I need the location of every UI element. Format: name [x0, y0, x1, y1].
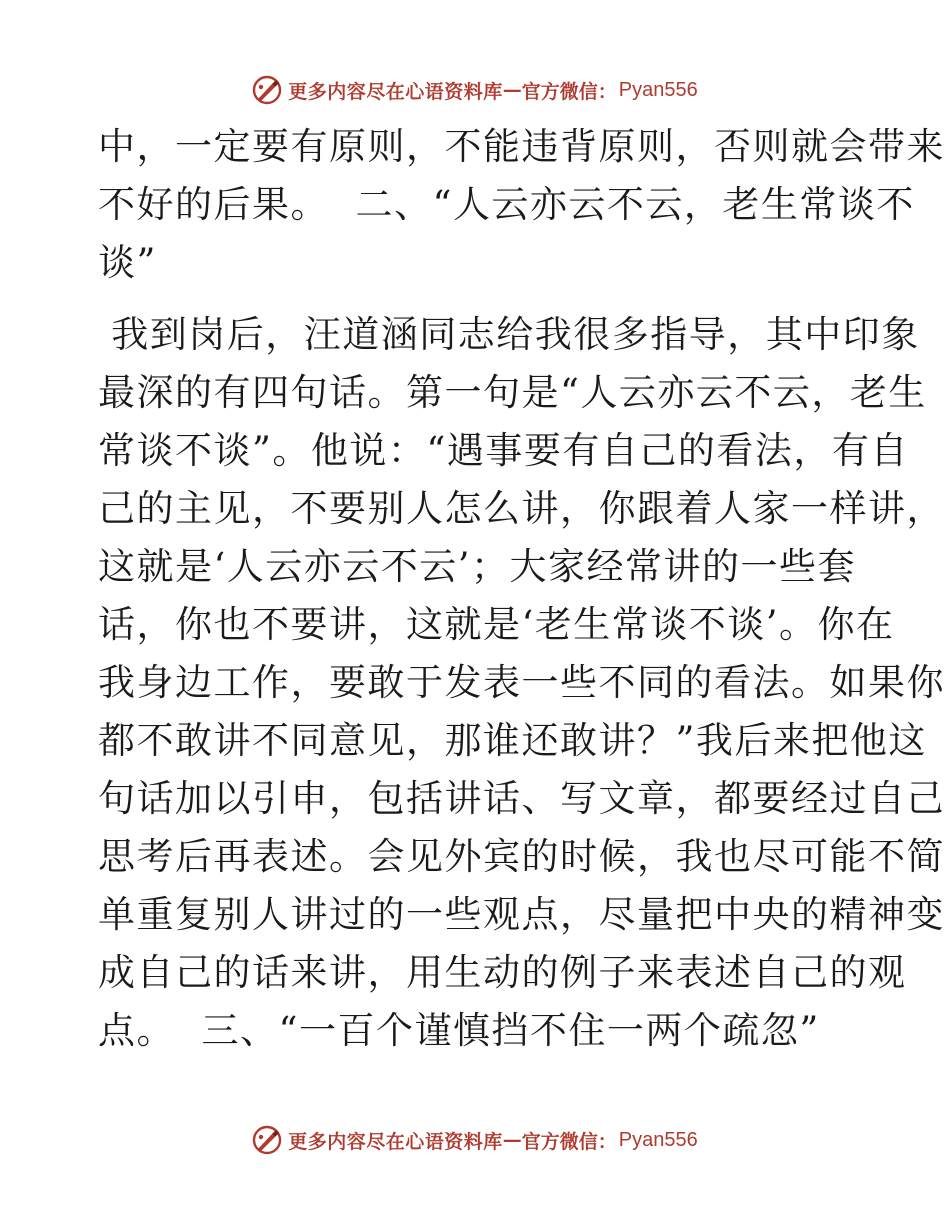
text-line: 我到岗后，汪道涵同志给我很多指导，其中印象	[98, 313, 920, 356]
text-line: 思考后再表述。会见外宾的时候，我也尽可能不简	[98, 835, 945, 878]
pen-logo-icon	[252, 75, 282, 105]
paragraph-2	[98, 306, 945, 1060]
text-line: 单重复别人讲过的一些观点，尽量把中央的精神变	[98, 893, 945, 936]
banner-wechat-label: 官方微信：	[521, 80, 617, 103]
text-line: 点。 三、“一百个谨慎挡不住一两个疏忽”	[98, 1009, 820, 1052]
banner-wechat-label: 官方微信：	[521, 1130, 617, 1153]
banner-text: 更多内容尽在心语资料库	[288, 1130, 503, 1153]
text-line: 己的主见，不要别人怎么讲，你跟着人家一样讲，	[98, 487, 945, 530]
banner-dash: —	[502, 79, 522, 101]
text-line: 不好的后果。 二、“人云亦云不云，老生常谈不	[98, 183, 915, 226]
banner-dash: —	[502, 1129, 522, 1151]
text-line: 这就是‘人云亦云不云’；大家经常讲的一些套	[98, 545, 857, 588]
text-line: 成自己的话来讲，用生动的例子来表述自己的观	[98, 951, 907, 994]
text-line: 谈”	[98, 241, 157, 284]
paragraph-1	[98, 118, 945, 292]
text-line: 句话加以引申，包括讲话、写文章，都要经过自己	[98, 777, 945, 820]
banner-text: 更多内容尽在心语资料库	[288, 80, 503, 103]
text-line: 都不敢讲不同意见，那谁还敢讲？”我后来把他这	[98, 719, 927, 762]
text-line: 我身边工作，要敢于发表一些不同的看法。如果你	[98, 661, 945, 704]
text-line: 话，你也不要讲，这就是‘老生常谈不谈’。你在	[98, 603, 895, 646]
text-line: 常谈不谈”。他说：“遇事要有自己的看法，有自	[98, 429, 909, 472]
pen-logo-icon	[252, 1125, 282, 1155]
text-line: 最深的有四句话。第一句是“人云亦云不云，老生	[98, 371, 927, 414]
banner-wechat-id: Pyan556	[618, 78, 698, 101]
banner-wechat-id: Pyan556	[618, 1128, 698, 1151]
text-line: 中，一定要有原则，不能违背原则，否则就会带来	[98, 125, 945, 168]
page-footer-banner	[0, 1122, 950, 1158]
page-header-banner	[0, 72, 950, 108]
